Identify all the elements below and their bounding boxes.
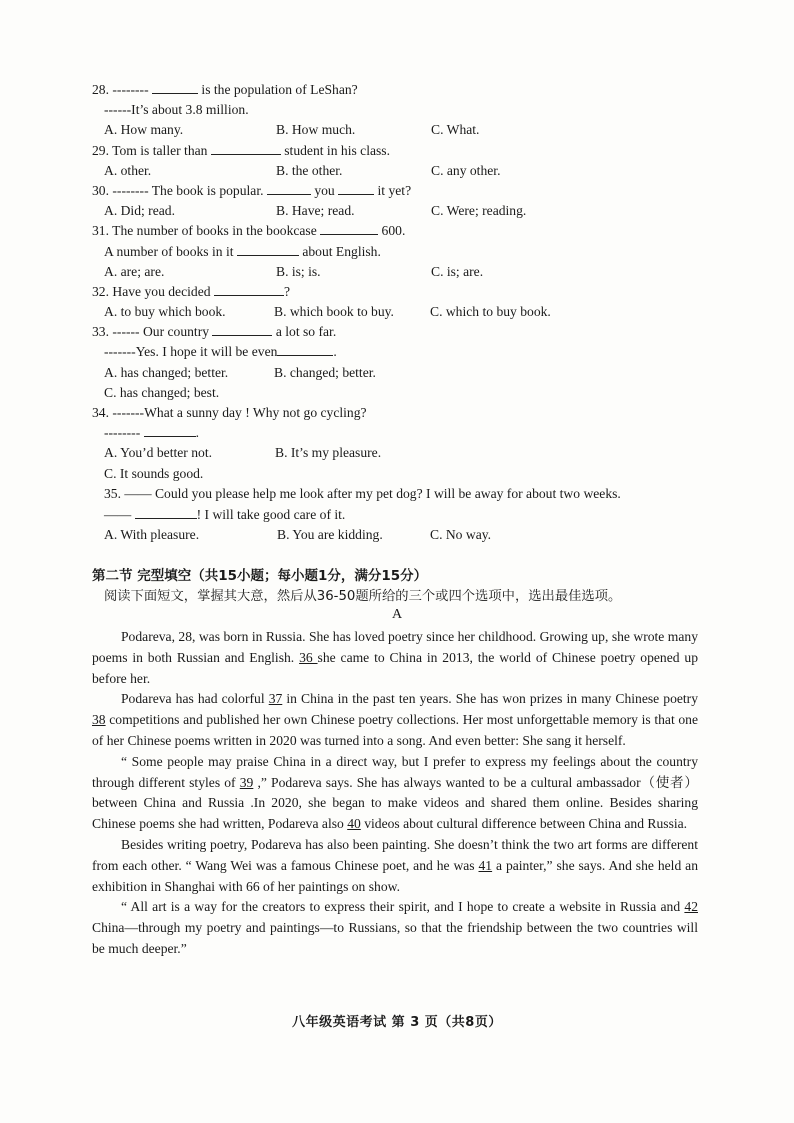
blank-number: 40 (347, 816, 361, 832)
section-heading: 第二节 完型填空（共15小题；每小题1分，满分15分） (92, 568, 428, 584)
paragraph-4: Besides writing poetry, Podareva has also been painting. She doesn’t think the two art forms are different from each other. “ Wang Wei was a famous Chinese poet, and he was 41 a painter,” she says. And she held an exhibition in Shanghai with 66 of her paintings on show. (92, 836, 698, 894)
option-c: C. which to buy book. (430, 304, 551, 320)
question-32-stem: 32. Have you decided ? (92, 283, 290, 299)
question-35-options (0, 525, 794, 545)
question-33-stem: 33. ------ Our country a lot so far. (92, 324, 337, 340)
option-b: B. You are kidding. (277, 526, 383, 542)
question-31-stem: 31. The number of books in the bookcase 600. (92, 223, 406, 239)
question-34-response: -------- . (104, 425, 200, 441)
question-29-stem: 29. Tom is taller than student in his class. (92, 142, 390, 158)
option-b: B. How much. (276, 122, 356, 138)
answer-blank (152, 80, 198, 94)
question-31-stem-2: A number of books in it about English. (104, 243, 381, 259)
answer-blank (212, 322, 272, 336)
question-34-options-row-1 (0, 443, 794, 463)
option-a: A. other. (104, 162, 152, 178)
paragraph-2: Podareva has had colorful 37 in China in the past ten years. She has won prizes in many Chinese poetry 38 competitions and published her own Chinese poetry collections. Her most unforgettable memory is that one of her Chinese poems written in 2020 was turned into a song. And even better: She sang it herself. (92, 691, 698, 748)
question-29-options (0, 161, 794, 181)
question-28-stem: 28. -------- is the population of LeShan? (92, 82, 358, 97)
question-34-stem: 34. -------What a sunny day ! Why not go cycling? (92, 405, 367, 420)
paragraph-3: “ Some people may praise China in a direct way, but I prefer to express my feelings about the country through different styles of 39 ,” Podareva says. She has always wanted to be a cultural ambassador（使者）between China and Russia .In 2020, she began to make videos and shared them online. Besides sharing Chinese poems she had written, Podareva also 40 videos about cultural difference between China and Russia. (92, 753, 698, 832)
answer-blank (214, 282, 284, 296)
question-35-stem: 35. —— Could you please help me look after my pet dog? I will be away for about two weeks. (104, 485, 621, 501)
question-30-stem: 30. -------- The book is popular. you it yet? (92, 182, 412, 198)
answer-blank (320, 221, 378, 235)
option-b: B. is; is. (276, 263, 321, 279)
page-footer: 八年级英语考试 第 3 页（共8页） (292, 1015, 502, 1030)
question-30-options (0, 201, 794, 221)
question-33-options-row-1 (0, 363, 794, 383)
answer-blank (144, 423, 196, 437)
option-c: C. Were; reading. (431, 203, 527, 219)
option-b: B. It’s my pleasure. (275, 445, 382, 461)
question-33-options-row-2 (0, 383, 794, 403)
option-b: B. changed; better. (274, 364, 376, 380)
question-33-response: -------Yes. I hope it will be even . (104, 344, 337, 360)
option-a: A. has changed; better. (104, 364, 229, 380)
section-instruction: 阅读下面短文，掌握其大意，然后从36-50题所给的三个或四个选项中，选出最佳选项。 (104, 589, 622, 604)
multiple-choice-questions (0, 80, 794, 545)
option-a: A. to buy which book. (104, 304, 226, 320)
question-28-options (0, 120, 794, 140)
answer-blank (277, 342, 333, 356)
option-a: A. are; are. (104, 263, 165, 279)
option-b: B. which book to buy. (274, 304, 394, 320)
option-a: A. With pleasure. (104, 526, 200, 542)
passage-title: A (391, 607, 403, 622)
option-b: B. Have; read. (276, 203, 355, 219)
option-a: A. How many. (104, 122, 184, 138)
answer-blank (338, 181, 374, 195)
option-b: B. the other. (276, 162, 343, 178)
option-c: C. What. (431, 122, 480, 138)
option-c: C. has changed; best. (104, 384, 220, 400)
option-c: C. is; are. (431, 263, 484, 279)
paragraph-5: “ All art is a way for the creators to express their spirit, and I hope to create a website in Russia and 42 China—through my poetry and paintings—to Russians, so that the friendship between the two countries will be much deeper.” (92, 899, 698, 956)
answer-blank (237, 242, 299, 256)
blank-number: 41 (478, 857, 493, 873)
question-31-options (0, 262, 794, 282)
blank-number: 39 (239, 774, 254, 790)
blank-number: 38 (92, 712, 106, 728)
blank-number: 37 (268, 691, 283, 707)
cloze-passage (92, 627, 698, 960)
blank-number: 36 (299, 649, 318, 665)
question-28-response: ------It’s about 3.8 million. (104, 102, 249, 118)
question-34-options-row-2 (0, 464, 794, 484)
blank-number: 42 (684, 899, 698, 915)
question-35-response: —— ! I will take good care of it. (104, 506, 346, 522)
answer-blank (267, 181, 311, 195)
paragraph-1: Podareva, 28, was born in Russia. She has loved poetry since her childhood. Growing up, she wrote many poems in both Russian and English. 36 she came to China in 2013, the world of Chinese poetry opened up before her. (92, 629, 698, 686)
answer-blank (211, 141, 281, 155)
option-a: A. You’d better not. (104, 445, 212, 461)
option-c: C. any other. (431, 162, 501, 178)
question-32-options (0, 302, 794, 322)
option-c: C. It sounds good. (104, 465, 204, 481)
option-c: C. No way. (430, 526, 492, 542)
answer-blank (135, 505, 197, 519)
option-a: A. Did; read. (104, 203, 175, 219)
